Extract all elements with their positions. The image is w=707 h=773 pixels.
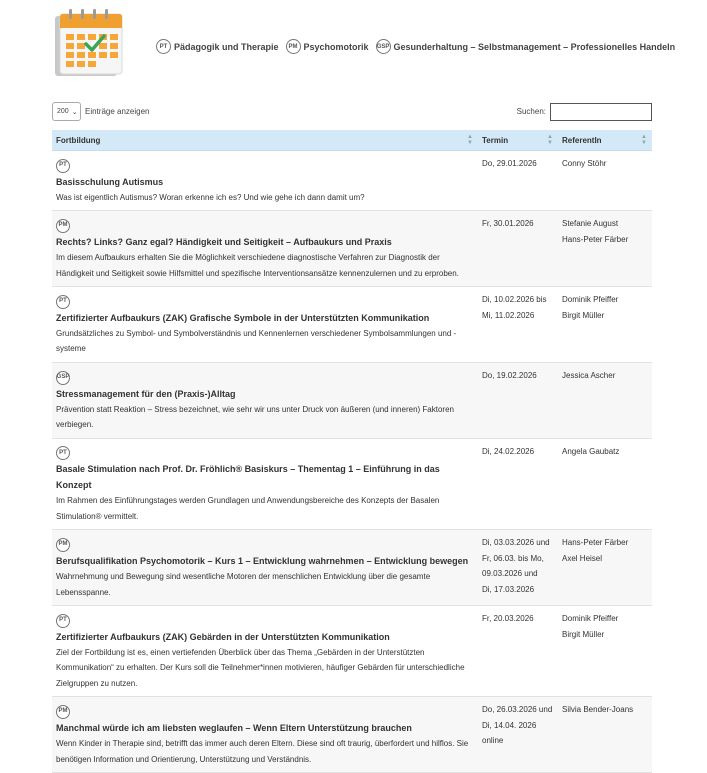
legend-label: Gesunderhaltung – Selbstmanagement – Professionelles Handeln bbox=[393, 41, 676, 52]
table-row bbox=[52, 697, 652, 773]
category-badge-icon: PM bbox=[56, 219, 70, 233]
course-referent: Angela Gaubatz bbox=[562, 446, 620, 456]
category-badge-icon: PM bbox=[56, 538, 70, 552]
course-date: Fr, 30.01.2026 bbox=[482, 219, 534, 229]
course-referent: Conny Stöhr bbox=[562, 159, 607, 168]
course-title-link[interactable]: Basisschulung Autismus bbox=[56, 176, 164, 187]
course-description: Wenn Kinder in Therapie sind, betrifft das immer auch deren Eltern. Diese sind oft traurig, überfordert und hilflos. Sie benötigen Information und Orientierung, Unterstützung und Verständnis. bbox=[56, 739, 469, 764]
course-title-link[interactable]: Berufsqualifikation Psychomotorik – Kurs 1 – Entwicklung wahrnehmen – Entwicklung bewegen bbox=[56, 556, 469, 566]
header bbox=[0, 0, 707, 88]
legend-label: Pädagogik und Therapie bbox=[174, 41, 279, 52]
category-badge-icon: PM bbox=[56, 705, 70, 719]
category-badge-icon: PT bbox=[56, 295, 70, 309]
chevron-down-icon: ⌄ bbox=[71, 108, 78, 116]
legend-item-pm bbox=[286, 39, 369, 54]
table-row bbox=[52, 211, 652, 287]
course-description: Im diesem Aufbaukurs erhalten Sie die Möglichkeit verschiedene diagnostische Verfahren zur Diagnostik der Händigkeit und Seitigkeit sowie Hilfsmittel und spezifische Interventionsansätze kennenzulernen und zu erproben. bbox=[56, 253, 459, 278]
sort-icon: ▲ ▼ bbox=[547, 134, 553, 146]
course-date: Do, 29.01.2026 bbox=[482, 159, 537, 168]
table-row bbox=[52, 363, 652, 439]
legend-label: Psychomotorik bbox=[303, 41, 369, 52]
sort-icon: ▲ ▼ bbox=[641, 134, 647, 146]
course-title-link[interactable]: Basale Stimulation nach Prof. Dr. Fröhlich® Basiskurs – Thementag 1 – Einführung in das Konzept bbox=[56, 464, 440, 491]
course-referent: Jessica Ascher bbox=[562, 370, 616, 380]
entries-length-select[interactable] bbox=[52, 102, 81, 121]
course-referent: Dominik Pfeiffer Birgit Müller bbox=[562, 295, 619, 320]
course-referent: Dominik Pfeiffer Birgit Müller bbox=[562, 614, 619, 639]
search-label: Suchen: bbox=[516, 107, 546, 116]
category-badge-icon: GSP bbox=[56, 371, 70, 385]
table-row bbox=[52, 439, 652, 531]
category-badge-icon: PT bbox=[56, 159, 70, 173]
course-date: Di, 03.03.2026 und Fr, 06.03. bis Mo, 09.03.2026 und Di, 17.03.2026 bbox=[482, 538, 550, 594]
table-header bbox=[52, 130, 652, 151]
course-description: Prävention statt Reaktion – Stress bezeichnet, wie sehr wir uns unter Druck von äußeren (und inneren) Faktoren verbiegen. bbox=[56, 404, 454, 429]
column-header-fortbildung[interactable]: Fortbildung ▲ ▼ bbox=[56, 134, 473, 146]
course-description: Ziel der Fortbildung ist es, einen vertiefenden Überblick über das Thema „Gebärden in der Unterstützten Kommunikation“ zu erhalten. Der Kurs soll die Teilnehmer*innen motivieren, häufiger Gebärden für unterschiedliche Zielgruppen zu nutzen. bbox=[56, 647, 465, 688]
gsp-badge-icon: GSP bbox=[376, 39, 391, 54]
course-date: Di, 24.02.2026 bbox=[482, 446, 535, 456]
table-row bbox=[52, 606, 652, 697]
course-title-link[interactable]: Manchmal würde ich am liebsten weglaufen – Wenn Eltern Unterstützung brauchen bbox=[56, 723, 412, 733]
column-header-termin[interactable]: Termin ▲ ▼ bbox=[482, 134, 553, 146]
course-description: Wahrnehmung und Bewegung sind wesentliche Motoren der menschlichen Entwicklung über die gesamte Lebensspanne. bbox=[56, 572, 431, 597]
legend-item-gsp bbox=[376, 39, 676, 54]
pm-badge-icon: PM bbox=[286, 39, 301, 54]
course-referent: Silvia Bender-Joans bbox=[562, 705, 634, 715]
entries-length-value: 200 bbox=[57, 108, 69, 115]
course-description: Grundsätzliches zu Symbol- und Symbolverständnis und Kennenlernen verschiedener Symbolsammlungen und -systeme bbox=[56, 328, 457, 354]
table-row bbox=[52, 151, 652, 211]
column-header-referentin[interactable]: ReferentIn ▲ ▼ bbox=[562, 134, 647, 146]
course-date: Do, 26.03.2026 und Di, 14.04. 2026 online bbox=[482, 705, 553, 746]
course-title-link[interactable]: Zertifizierter Aufbaukurs (ZAK) Grafische Symbole in der Unterstützten Kommunikation bbox=[56, 312, 430, 323]
legend-item-pt bbox=[156, 39, 279, 54]
category-legend bbox=[156, 39, 675, 54]
table-row bbox=[52, 287, 652, 363]
course-title-link[interactable]: Stressmanagement für den (Praxis-)Alltag bbox=[56, 388, 236, 399]
course-referent: Hans-Peter Färber Axel Heisel bbox=[562, 538, 629, 563]
search-input[interactable] bbox=[550, 103, 652, 121]
course-description: Was ist eigentlich Autismus? Woran erkenne ich es? Und wie gehe ich dann damit um? bbox=[56, 192, 365, 202]
course-date: Fr, 20.03.2026 bbox=[482, 614, 534, 623]
category-badge-icon: PT bbox=[56, 614, 70, 628]
course-date: Do, 19.02.2026 bbox=[482, 370, 537, 380]
course-title-link[interactable]: Rechts? Links? Ganz egal? Händigkeit und Seitigkeit – Aufbaukurs und Praxis bbox=[56, 237, 392, 247]
table-controls bbox=[52, 102, 652, 122]
courses-table bbox=[52, 130, 652, 773]
course-title-link[interactable]: Zertifizierter Aufbaukurs (ZAK) Gebärden in der Unterstützten Kommunikation bbox=[56, 631, 390, 642]
category-badge-icon: PT bbox=[56, 446, 70, 460]
sort-icon: ▲ ▼ bbox=[467, 134, 473, 146]
course-date: Di, 10.02.2026 bis Mi, 11.02.2026 bbox=[482, 295, 547, 320]
table-row bbox=[52, 530, 652, 606]
calendar-checkmark-icon bbox=[52, 6, 128, 78]
entries-length-label: Einträge anzeigen bbox=[85, 107, 150, 116]
course-description: Im Rahmen des Einführungstages werden Grundlagen und Anwendungsbereiche des Konzepts der Basalen Stimulation® vermittelt. bbox=[56, 496, 440, 521]
pt-badge-icon: PT bbox=[156, 39, 171, 54]
course-referent: Stefanie August Hans-Peter Färber bbox=[562, 219, 629, 244]
